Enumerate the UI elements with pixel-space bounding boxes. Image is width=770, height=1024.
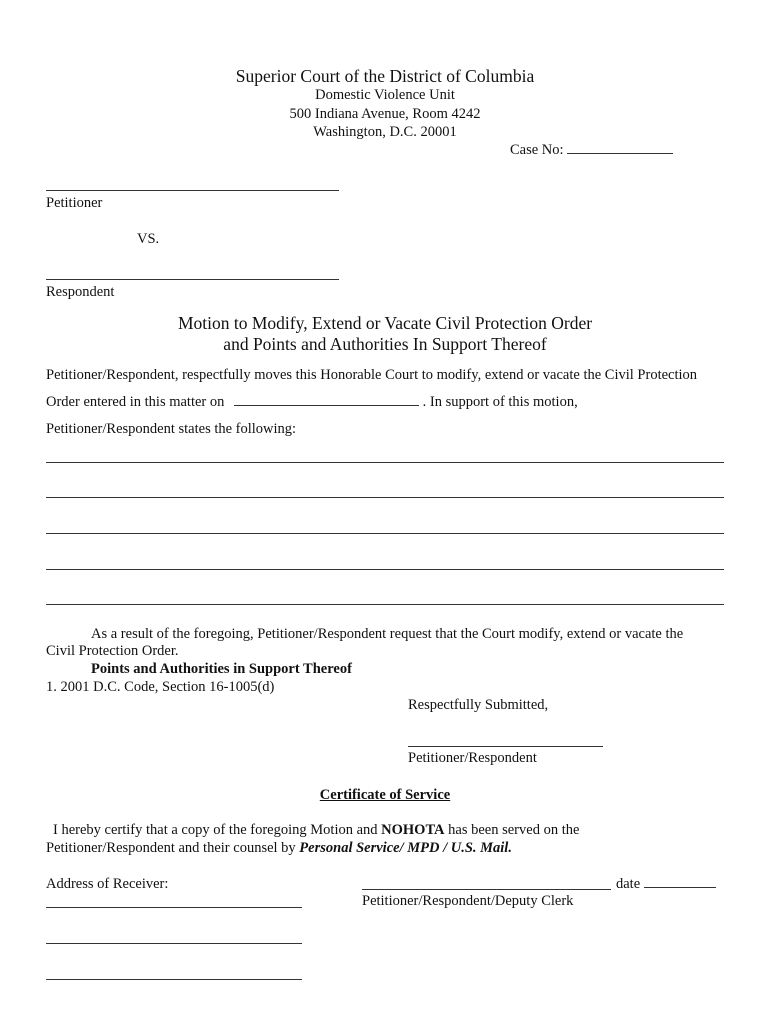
- court-name: Superior Court of the District of Columbia: [235, 66, 535, 86]
- points-heading: Points and Authorities in Support Thereof: [91, 661, 352, 677]
- certificate-line1-prefix: I hereby certify that a copy of the foregoing Motion and: [53, 822, 378, 838]
- respondent-label: Respondent: [46, 284, 115, 300]
- versus-label: VS.: [137, 231, 160, 247]
- unit-name: Domestic Violence Unit: [315, 87, 455, 103]
- service-date-row: [616, 875, 716, 893]
- motion-title-line2: and Points and Authorities In Support Thereof: [223, 334, 547, 354]
- receiver-address-line-2[interactable]: [46, 943, 302, 944]
- statement-line-2[interactable]: [46, 497, 724, 498]
- motion-body-line2: [46, 393, 578, 411]
- signer-label: Petitioner/Respondent: [408, 750, 537, 766]
- conclusion-line2: Civil Protection Order.: [46, 643, 179, 659]
- court-city: Washington, D.C. 20001: [313, 124, 457, 140]
- order-date-field[interactable]: [234, 405, 419, 406]
- order-date-suffix: . In support of this motion,: [422, 394, 578, 410]
- respectfully-submitted: Respectfully Submitted,: [408, 697, 549, 713]
- motion-body-line1: Petitioner/Respondent, respectfully moves this Honorable Court to modify, extend or vacate the Civil Protection: [46, 367, 698, 383]
- statement-line-4[interactable]: [46, 569, 724, 570]
- statement-line-1[interactable]: [46, 462, 724, 463]
- signature-field[interactable]: [408, 746, 603, 747]
- certificate-line1-suffix: has been served on the: [448, 822, 580, 838]
- certificate-nohota: NOHOTA: [381, 822, 445, 838]
- case-number-field[interactable]: [567, 153, 673, 154]
- address-of-receiver-label: Address of Receiver:: [46, 876, 169, 892]
- motion-body-line3: Petitioner/Respondent states the following:: [46, 421, 297, 437]
- petitioner-name-field[interactable]: [46, 190, 339, 191]
- statement-line-5[interactable]: [46, 604, 724, 605]
- clerk-signature-field[interactable]: [362, 889, 611, 890]
- certificate-line1: [53, 821, 579, 839]
- certificate-line2: [46, 839, 512, 857]
- clerk-label: Petitioner/Respondent/Deputy Clerk: [362, 893, 574, 909]
- conclusion-line1: As a result of the foregoing, Petitioner/Respondent request that the Court modify, extend or vacate the: [91, 626, 684, 642]
- respondent-name-field[interactable]: [46, 279, 339, 280]
- court-address: 500 Indiana Avenue, Room 4242: [289, 106, 481, 122]
- motion-title-line1: Motion to Modify, Extend or Vacate Civil Protection Order: [177, 313, 593, 333]
- petitioner-label: Petitioner: [46, 195, 103, 211]
- certificate-heading: Certificate of Service: [319, 787, 451, 803]
- case-number-row: [510, 141, 673, 159]
- point-item-1: 1. 2001 D.C. Code, Section 16-1005(d): [46, 679, 275, 695]
- certificate-line2-prefix: Petitioner/Respondent and their counsel by: [46, 840, 296, 856]
- receiver-address-line-3[interactable]: [46, 979, 302, 980]
- service-method: Personal Service/ MPD / U.S. Mail.: [299, 840, 512, 856]
- order-date-prefix: Order entered in this matter on: [46, 394, 225, 410]
- receiver-address-line-1[interactable]: [46, 907, 302, 908]
- statement-line-3[interactable]: [46, 533, 724, 534]
- service-date-field[interactable]: [644, 887, 716, 888]
- date-label: date: [616, 876, 641, 892]
- case-number-label: Case No:: [510, 142, 564, 158]
